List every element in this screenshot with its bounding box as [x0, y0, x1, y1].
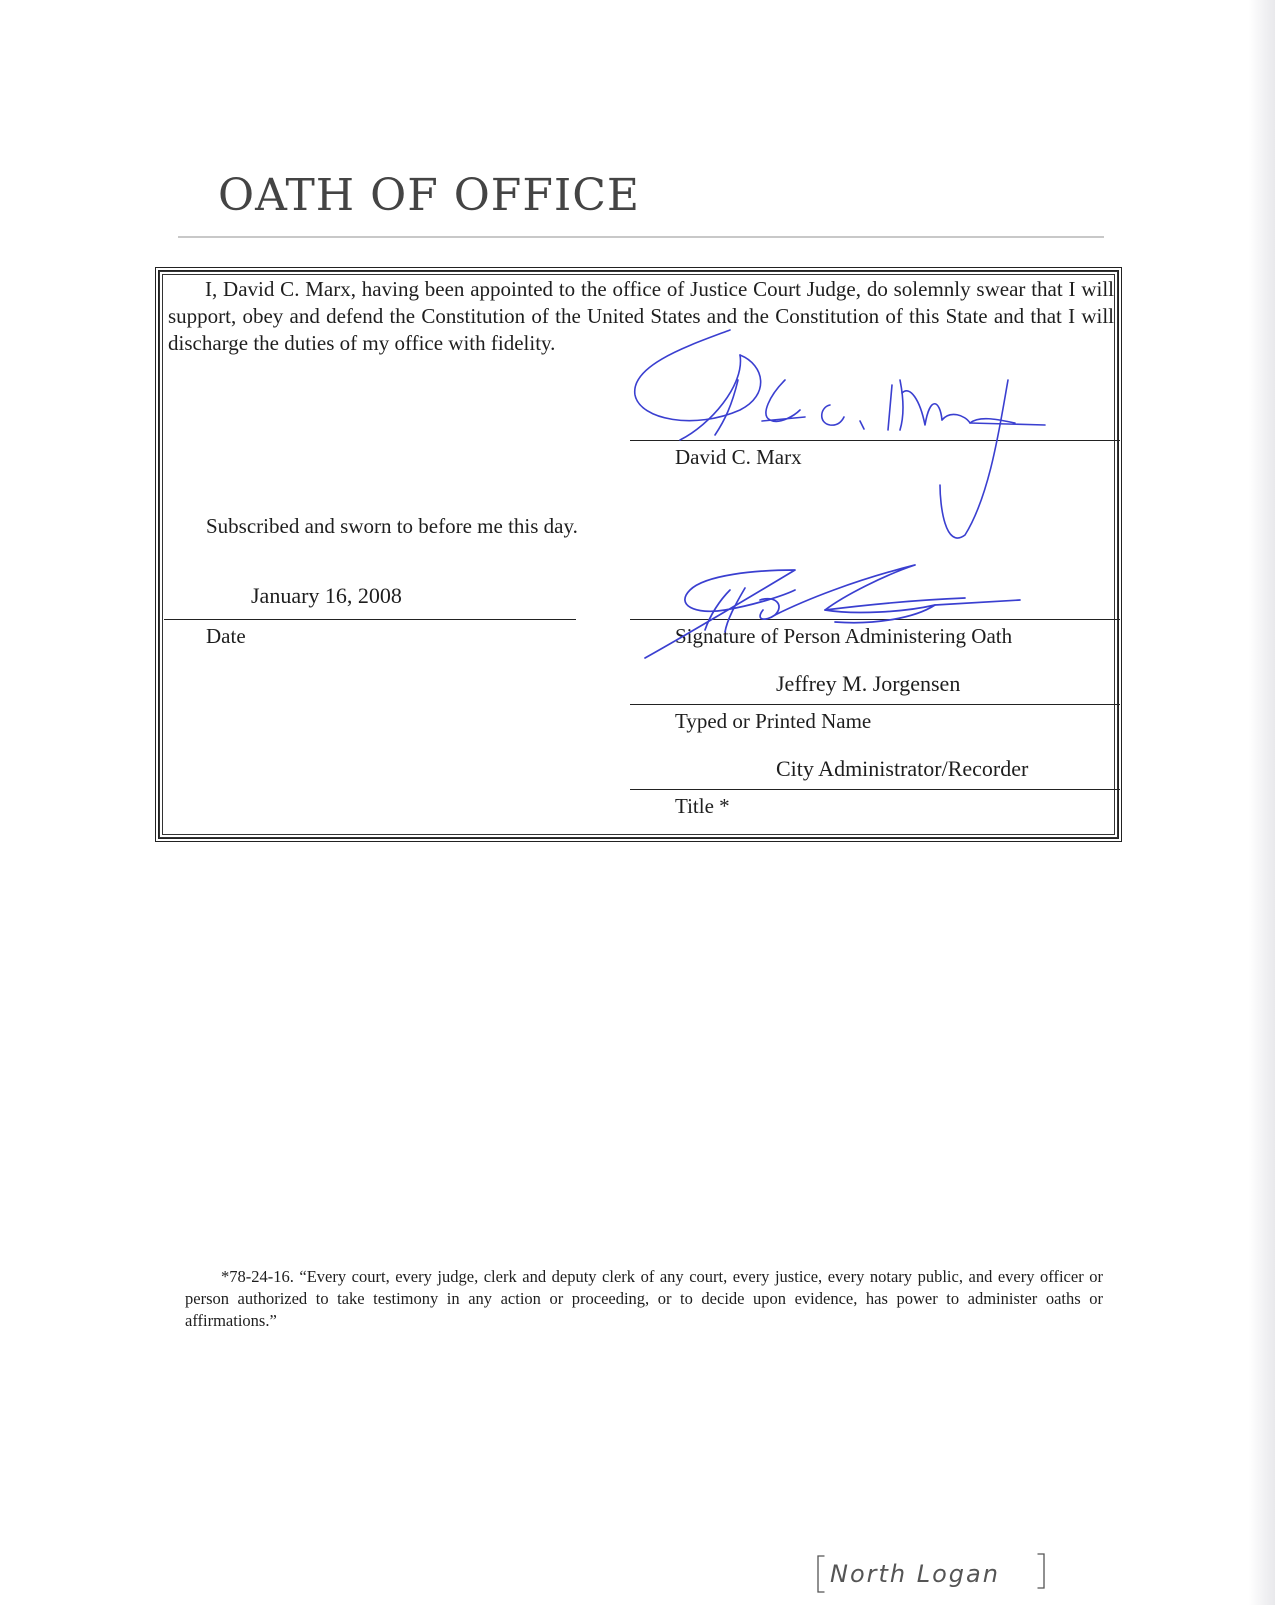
oath-taker-name: David C. Marx — [675, 445, 802, 469]
document-title: OATH OF OFFICE — [218, 170, 641, 221]
printed-name-line — [630, 704, 1120, 705]
administrator-title: City Administrator/Recorder — [776, 756, 1029, 781]
page-edge-shadow — [1249, 0, 1275, 1605]
handwritten-note — [810, 1548, 1050, 1598]
date-line — [164, 619, 576, 620]
date-label: Date — [206, 624, 246, 648]
title-divider — [178, 236, 1104, 238]
printed-name-label: Typed or Printed Name — [675, 709, 872, 733]
administrator-name: Jeffrey M. Jorgensen — [776, 671, 961, 696]
administrator-signature — [635, 560, 1035, 665]
oath-taker-signature — [620, 325, 1060, 550]
date-value: January 16, 2008 — [251, 583, 402, 608]
oath-statement: I, David C. Marx, having been appointed to the office of Justice Court Judge, do solemnly swear that I will support, obey and defend the Constitution of the United States and the Constitution of this State and that I will discharge the duties of my office with fidelity. — [168, 277, 1114, 355]
sworn-statement: Subscribed and sworn to before me this day. — [206, 514, 578, 538]
administrator-signature-label: Signature of Person Administering Oath — [675, 624, 1013, 648]
title-line — [630, 789, 1120, 790]
title-label: Title * — [675, 794, 730, 818]
svg-text:North Logan: North Logan — [830, 1560, 1000, 1588]
footnote-statute: *78-24-16. “Every court, every judge, clerk and deputy clerk of any court, every justice, every notary public, and every officer or person authorized to take testimony in any action or proceeding, or to decide upon evidence, has power to administer oaths or affirmations.” — [185, 1267, 1103, 1330]
